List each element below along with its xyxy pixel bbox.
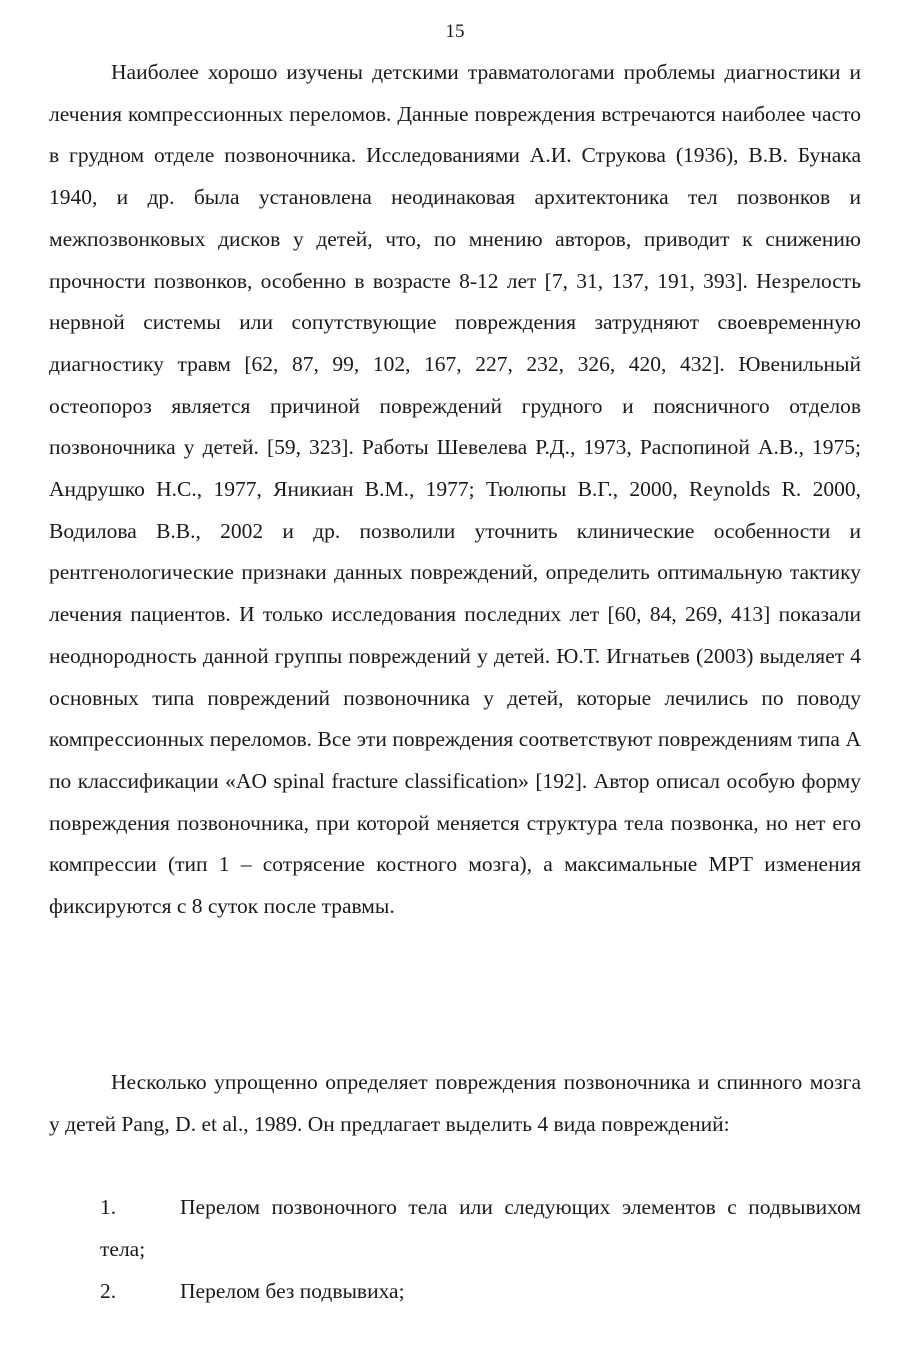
list-item (100, 1271, 861, 1313)
list-item-text: Перелом без подвывиха; (180, 1279, 405, 1303)
list-item-number: 1. (100, 1195, 117, 1219)
paragraph: Несколько упрощенно определяет повреждения позвоночника и спинного мозга у детей Pang, D. et al., 1989. Он предлагает выделить 4 вида повреждений: (49, 1070, 861, 1136)
paragraph: Наиболее хорошо изучены детскими травматологами проблемы диагностики и лечения компрессионных переломов. Данные повреждения встречаются наиболее часто в грудном отделе позвоночника. Исследованиями А.И. Струкова (1936), В.В. Бунака 1940, и др. была установлена неодинаковая архитектоника тел позвонков и межпозвонковых дисков у детей, что, по мнению авторов, приводит к снижению прочности позвонков, особенно в возрасте 8-12 лет [7, 31, 137, 191, 393]. Незрелость нервной системы или сопутствующие повреждения затрудняют своевременную диагностику травм [62, 87, 99, 102, 167, 227, 232, 326, 420, 432]. Ювенильный остеопороз является причиной повреждений грудного и поясничного отделов позвоночника у детей. [59, 323]. Работы Шевелева Р.Д., 1973, Распопиной А.В., 1975; Андрушко Н.С., 1977, Яникиан В.М., 1977; Тюлюпы В.Г., 2000, Reynolds R. 2000, Водилова В.В., 2002 и др. позволили уточнить клинические особенности и рентгенологические признаки данных повреждений, определить оптимальную тактику лечения пациентов. И только исследования последних лет [60, 84, 269, 413] показали неоднородность данной группы повреждений у детей. Ю.Т. Игнатьев (2003) выделяет 4 основных типа повреждений позвоночника у детей, которые лечились по поводу компрессионных переломов. Все эти повреждения соответствуют повреждениям типа А по классификации «AO spinal fracture classification» [192]. Автор описал особую форму повреждения позвоночника, при которой меняется структура тела позвонка, но нет его компрессии (тип 1 – сотрясение костного мозга), а максимальные МРТ изменения фиксируются с 8 суток после травмы. (49, 60, 861, 919)
page-number: 15 (445, 21, 465, 42)
list-item-number: 2. (100, 1279, 117, 1303)
list-item-text: Перелом позвоночного тела или следующих элементов с подвывихом тела; (100, 1195, 861, 1261)
list-item (100, 1187, 861, 1270)
